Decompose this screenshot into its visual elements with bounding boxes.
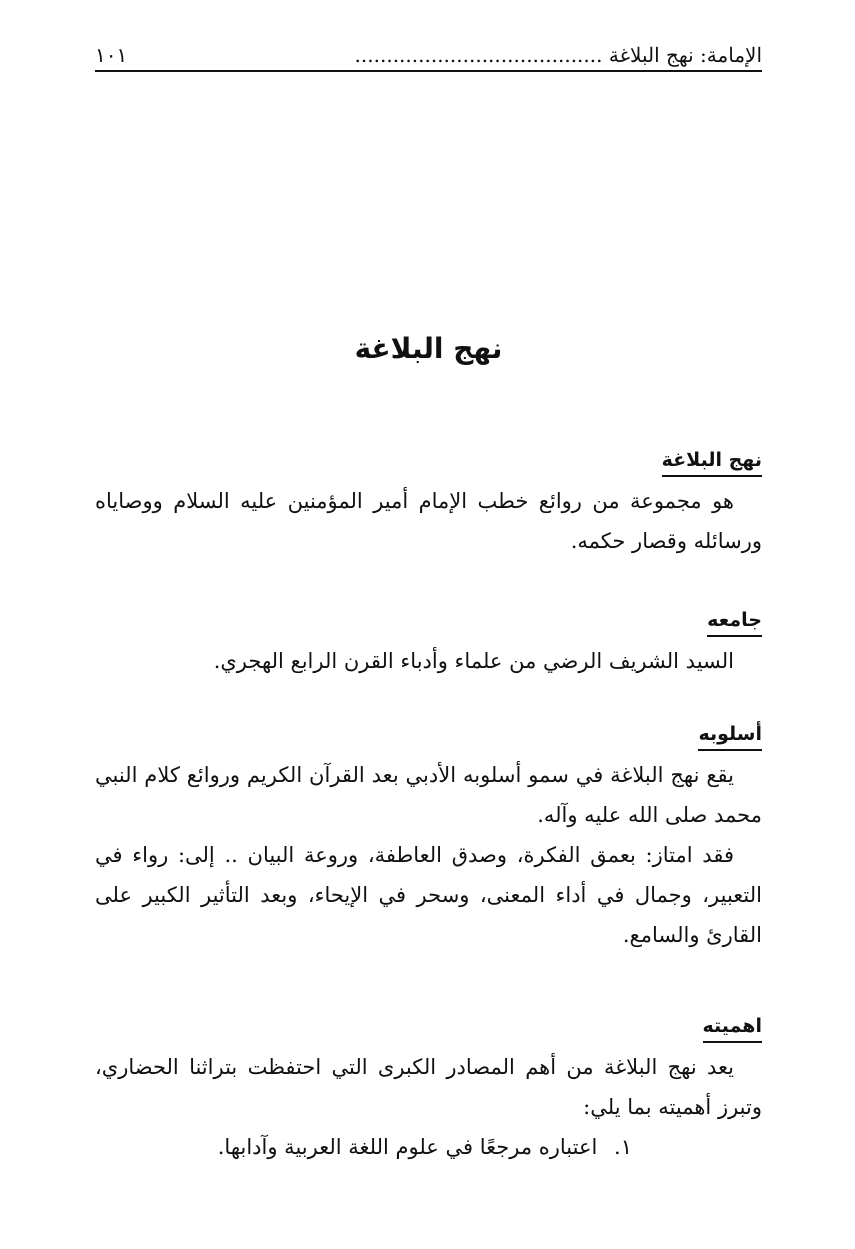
list-item-number: ١. <box>614 1135 632 1159</box>
chapter-title: نهج البلاغة <box>354 331 503 365</box>
section-paragraph: هو مجموعة من روائع خطب الإمام أمير المؤمنين عليه السلام ووصاياه ورسائله وقصار حكمه. <box>95 489 762 553</box>
section-heading: اهميته <box>703 1012 762 1043</box>
section-paragraph: يعد نهج البلاغة من أهم المصادر الكبرى التي احتفظت بتراثنا الحضاري، وتبرز أهميته بما يلي: <box>95 1055 762 1119</box>
section-style <box>95 720 762 955</box>
section-importance <box>95 1012 762 1167</box>
header-rule <box>95 70 762 72</box>
running-header <box>95 34 762 70</box>
running-header-title: الإمامة: نهج البلاغة ....................................... <box>354 43 762 67</box>
section-nahj <box>95 446 762 561</box>
section-paragraph: السيد الشريف الرضي من علماء وأدباء القرن الرابع الهجري. <box>213 649 734 673</box>
page-number: ١٠١ <box>95 43 128 67</box>
document-page <box>95 0 762 1249</box>
section-paragraph: يقع نهج البلاغة في سمو أسلوبه الأدبي بعد القرآن الكريم وروائع كلام النبي محمد صلى الله عليه وآله. <box>95 763 762 827</box>
section-heading: جامعه <box>707 606 762 637</box>
list-item-text: اعتباره مرجعًا في علوم اللغة العربية وآدابها. <box>217 1135 598 1159</box>
section-heading: أسلوبه <box>698 720 762 751</box>
importance-list <box>95 1127 762 1167</box>
section-paragraph: فقد امتاز: بعمق الفكرة، وصدق العاطفة، وروعة البيان .. إلى: رواء في التعبير، وجمال في أداء المعنى، وسحر في الإيحاء، وبعد التأثير الكبير على القارئ والسامع. <box>95 843 762 947</box>
section-compiler <box>95 606 762 681</box>
list-item <box>95 1127 632 1167</box>
section-heading: نهج البلاغة <box>662 446 762 477</box>
